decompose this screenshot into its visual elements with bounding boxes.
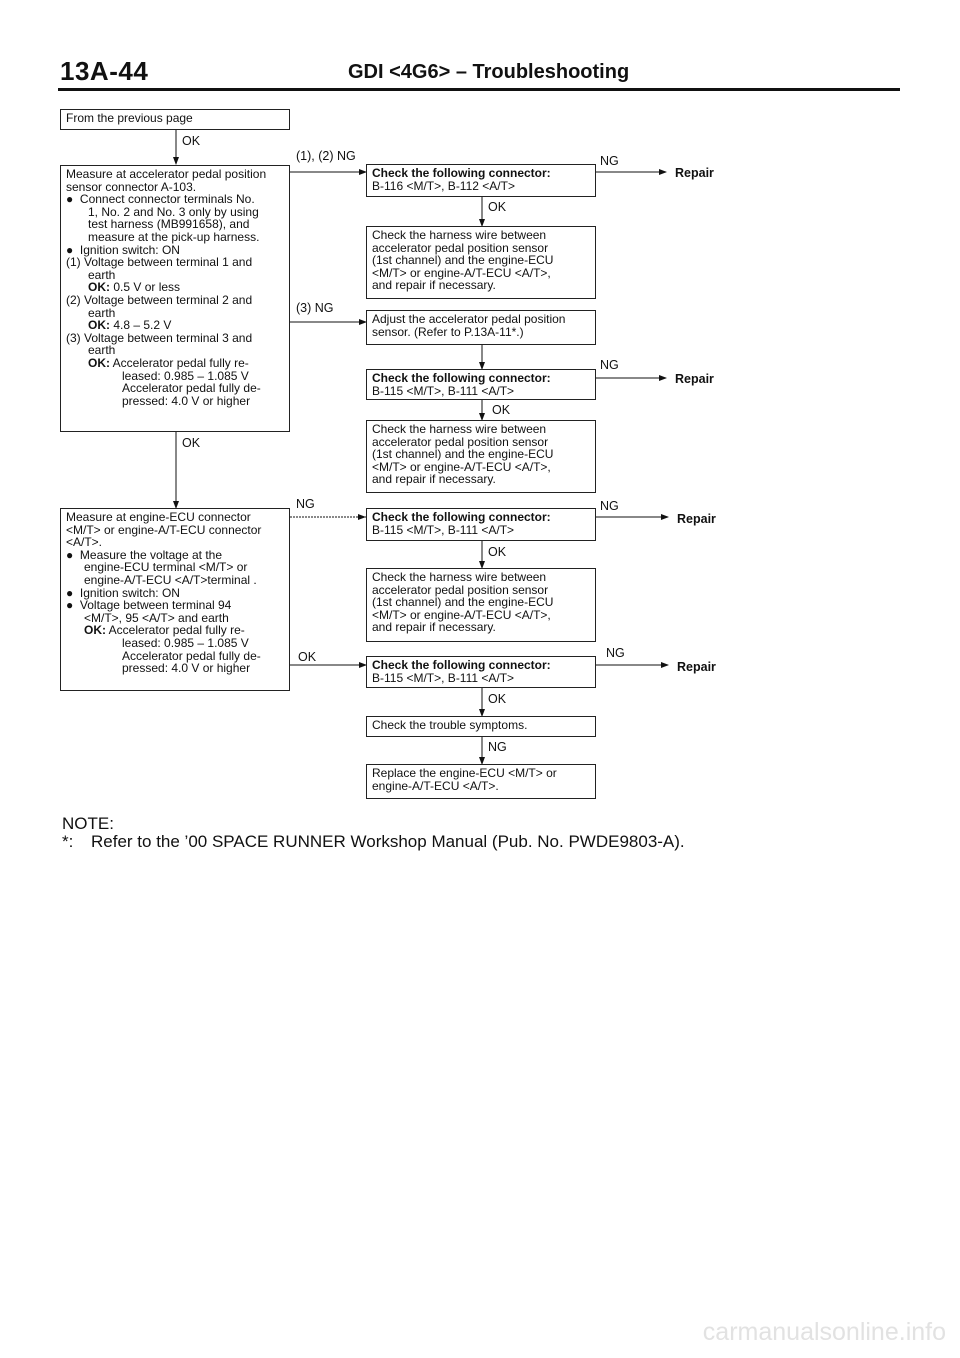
repair-label: Repair xyxy=(677,660,716,674)
note-text: Refer to the ’00 SPACE RUNNER Workshop Manual (Pub. No. PWDE9803-A). xyxy=(91,832,685,851)
note-marker: *: xyxy=(62,832,74,851)
ok-label: OK xyxy=(488,692,507,706)
page-title: GDI <4G6> – Troubleshooting xyxy=(348,61,630,83)
check-connector-box: Check the following connector: B-116 <M/T>, B-112 <A/T> xyxy=(366,164,596,197)
check-connector-box: Check the following connector: B-115 <M/T>, B-111 <A/T> xyxy=(366,369,596,400)
check-harness-box: Check the harness wire between accelerator pedal position sensor (1st channel) and the engine-ECU <M/T> or engine-A/T-ECU <A/T>, and repair if necessary. xyxy=(366,226,596,299)
check-harness-box: Check the harness wire between accelerator pedal position sensor (1st channel) and the engine-ECU <M/T> or engine-A/T-ECU <A/T>, and repair if necessary. xyxy=(366,420,596,493)
ng-label: NG xyxy=(600,154,619,168)
ok-label: OK xyxy=(488,200,507,214)
ng-label: NG xyxy=(488,740,507,754)
ok-label: OK xyxy=(488,545,507,559)
check-connector-box: Check the following connector: B-115 <M/T>, B-111 <A/T> xyxy=(366,508,596,541)
measure-sensor-box: Measure at accelerator pedal position sensor connector A-103. ● Connect connector terminals No. 1, No. 2 and No. 3 only by using test harness (MB991658), and measure at the pick-up harness. ● Ignition switch: ON (1) Voltage between terminal 1 and earth OK: 0.5 V or less (2) Voltage between terminal 2 and earth OK: 4.8 – 5.2 V (3) Voltage between terminal 3 and earth OK: Accelerator pedal fully re- leased: 0.985 – 1.085 V Accelerator pedal fully de- pressed: 4.0 V or higher xyxy=(60,165,290,432)
ng-label: NG xyxy=(606,646,625,660)
ng-label: NG xyxy=(296,497,315,511)
ng-3-label: (3) NG xyxy=(296,301,334,315)
adjust-sensor-box: Adjust the accelerator pedal position sensor. (Refer to P.13A-11*.) xyxy=(366,310,596,345)
repair-label: Repair xyxy=(677,512,716,526)
check-connector-box: Check the following connector: B-115 <M/T>, B-111 <A/T> xyxy=(366,656,596,688)
ng-label: NG xyxy=(600,499,619,513)
repair-label: Repair xyxy=(675,166,714,180)
ng-label: NG xyxy=(600,358,619,372)
page-number: 13A-44 xyxy=(60,56,149,86)
check-trouble-box: Check the trouble symptoms. xyxy=(366,716,596,737)
note-title: NOTE: xyxy=(62,814,114,833)
watermark: carmanualsonline.info xyxy=(702,1318,946,1346)
ok-label: OK xyxy=(492,403,511,417)
repair-label: Repair xyxy=(675,372,714,386)
from-previous-page: From the previous page xyxy=(60,109,290,130)
measure-ecu-box: Measure at engine-ECU connector <M/T> or engine-A/T-ECU connector <A/T>. ● Measure the voltage at the engine-ECU terminal <M/T> or engine-A/T-ECU <A/T>terminal . ● Ignition switch: ON ● Voltage between terminal 94 <M/T>, 95 <A/T> and earth OK: Accelerator pedal fully re- leased: 0.985 – 1.085 V Accelerator pedal fully de- pressed: 4.0 V or higher xyxy=(60,508,290,691)
ok-label: OK xyxy=(298,650,317,664)
check-harness-box: Check the harness wire between accelerator pedal position sensor (1st channel) and the engine-ECU <M/T> or engine-A/T-ECU <A/T>, and repair if necessary. xyxy=(366,568,596,642)
replace-ecu-box: Replace the engine-ECU <M/T> or engine-A/T-ECU <A/T>. xyxy=(366,764,596,799)
ok-label: OK xyxy=(182,134,201,148)
ng-12-label: (1), (2) NG xyxy=(296,149,356,163)
ok-label: OK xyxy=(182,436,201,450)
